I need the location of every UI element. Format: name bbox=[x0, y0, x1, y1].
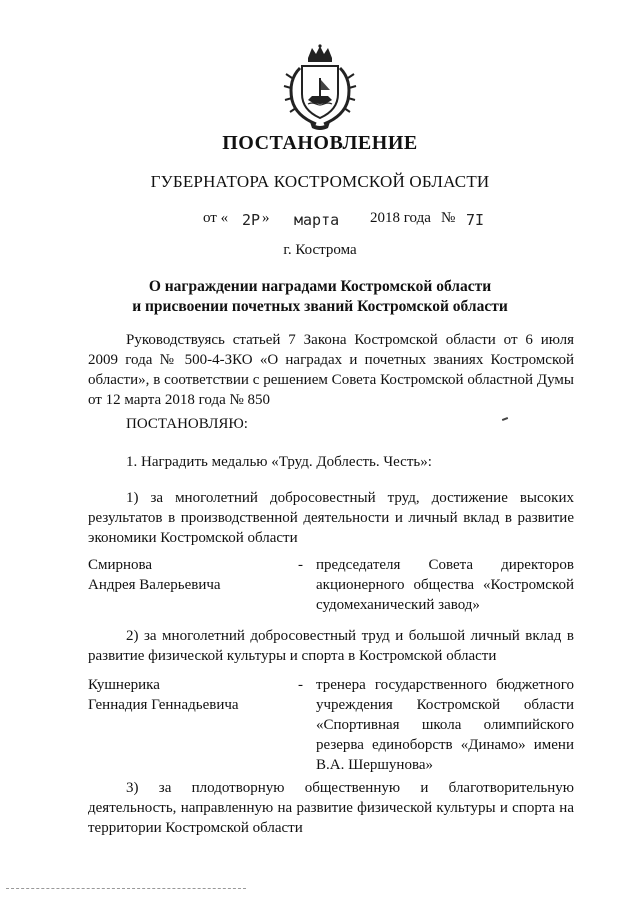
awardee-2-dash: - bbox=[298, 677, 303, 693]
awardee-2-surname: Кушнерика bbox=[88, 677, 160, 693]
awardee-1 bbox=[88, 555, 574, 615]
footer-divider bbox=[6, 888, 246, 889]
issuer-subtitle: ГУБЕРНАТОРА КОСТРОМСКОЙ ОБЛАСТИ bbox=[150, 172, 490, 191]
awardee-2-position: тренера государственного бюджетного учреждения Костромской области «Спортивная школа олимпийского резерва единоборств «Динамо» имени В.А. Шершунова» bbox=[316, 677, 574, 773]
margin-mark bbox=[502, 417, 508, 421]
awardee-1-position: председателя Совета директоров акционерного общества «Костромской судомеханический завод» bbox=[316, 557, 574, 613]
document-title: ПОСТАНОВЛЕНИЕ bbox=[222, 132, 418, 154]
coat-of-arms-emblem-icon bbox=[282, 44, 358, 130]
subitem-2: 2) за многолетний добросовестный труд и большой личный вклад в развитие физической культуры и спорта в Костромской области bbox=[88, 628, 574, 664]
decree-number: 7I bbox=[466, 211, 485, 229]
preamble-paragraph: Руководствуясь статьей 7 Закона Костромской области от 6 июля 2009 года № 500-4-ЗКО «О наградах и почетных званиях Костромской области», в соответствии с решением Совета Костромской областной Думы от 12 марта 2018 года № 850 bbox=[88, 332, 574, 408]
awardee-1-dash: - bbox=[298, 557, 303, 573]
date-number-line bbox=[0, 210, 640, 232]
awardee-1-surname: Смирнова bbox=[88, 557, 153, 573]
subitem-3: 3) за плодотворную общественную и благотворительную деятельность, направленную на развитие физической культуры и спорта на территории Костромской области bbox=[88, 780, 574, 836]
city-line: г. Кострома bbox=[283, 242, 357, 258]
item-1: 1. Наградить медалью «Труд. Доблесть. Честь»: bbox=[126, 454, 432, 470]
date-prefix: от « bbox=[203, 210, 229, 226]
heading-line-2: и присвоении почетных званий Костромской области bbox=[132, 298, 508, 315]
date-month: марта bbox=[294, 211, 340, 229]
decree-word: ПОСТАНОВЛЯЮ: bbox=[126, 416, 248, 432]
awardee-2-given-names: Геннадия Геннадьевича bbox=[88, 697, 239, 713]
date-day: 2P bbox=[242, 211, 261, 229]
date-close-quote: » bbox=[262, 210, 270, 226]
number-sign: № bbox=[441, 210, 456, 226]
heading-line-1: О награждении наградами Костромской области bbox=[148, 278, 492, 295]
awardee-1-given-names: Андрея Валерьевича bbox=[88, 577, 221, 593]
date-year: 2018 года bbox=[370, 210, 431, 226]
awardee-2 bbox=[88, 675, 574, 773]
decree-heading bbox=[0, 277, 640, 317]
subitem-1: 1) за многолетний добросовестный труд, достижение высоких результатов в производственной деятельности и личный вклад в развитие экономики Костромской области bbox=[88, 490, 574, 546]
